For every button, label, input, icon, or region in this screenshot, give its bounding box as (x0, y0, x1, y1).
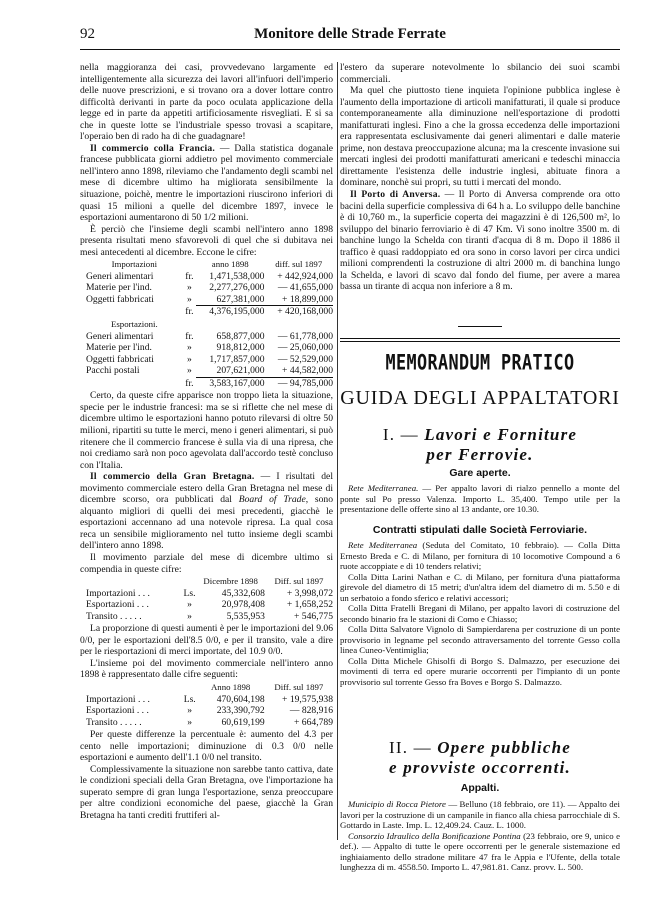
row-diff: + 19,575,938 (282, 693, 333, 705)
paragraph: L'insieme poi del movimento commerciale nell'intero anno 1898 è rappresentato dalle cifre seguenti: (80, 657, 333, 681)
total-unit: fr. (185, 377, 194, 389)
column-header: Esportazioni. (111, 319, 158, 330)
divider-line (340, 338, 620, 339)
item-source: Rete Mediterranea. (348, 483, 419, 493)
row-unit: » (186, 365, 192, 377)
column-header: diff. sul 1897 (275, 259, 323, 270)
divider-line (340, 341, 620, 342)
row-unit: fr. (185, 330, 194, 342)
total-unit: fr. (185, 306, 194, 318)
table-row (86, 588, 333, 600)
row-unit: Ls. (183, 587, 196, 599)
item-source: Rete Mediterranea (348, 540, 418, 550)
article-heading: Il Porto di Anversa. (350, 189, 441, 201)
row-diff: + 664,789 (294, 716, 333, 728)
table-row (86, 694, 333, 706)
total-value: 3,583,167,000 (196, 377, 264, 389)
item-source: Municipio di Rocca Pietore (348, 799, 446, 809)
row-unit: » (187, 705, 193, 717)
row-diff: + 18,899,000 (282, 293, 333, 305)
table-row (86, 599, 333, 611)
row-diff: — 41,655,000 (277, 282, 333, 294)
item-text: Colla Ditta Larini Nathan e C. di Milano, per fornitura d'una piattaforma girevole del diametro di 15 metri; d'un'altra idem del diametro di m. 5.50 e di un serbatoio a fondo sferico e relativi accessori; (340, 571, 620, 603)
paragraph: È perciò che l'insieme degli scambi nell'intero anno 1898 presenta risultati meno sfavorevoli di quel che si dubitava nei mesi antecedenti al dicembre. Eccone le cifre: (80, 223, 333, 258)
row-label: Esportazioni . . . (86, 599, 149, 611)
memorandum-title: MEMORANDUM PRATICO (385, 349, 575, 375)
column-divider (337, 62, 338, 840)
column-header: Diff. sul 1897 (274, 576, 324, 587)
contratti-text (340, 540, 620, 687)
paragraph: Il movimento parziale del mese di dicembre ultimo si compendia in queste cifre: (80, 551, 333, 575)
row-unit: » (186, 342, 192, 354)
row-label: Importazioni . . . (86, 693, 150, 705)
row-value: 627,381,000 (216, 293, 265, 305)
row-value: 918,812,000 (216, 342, 265, 354)
journal-title: Monitore delle Strade Ferrate (254, 26, 446, 42)
guida-title: GUIDA DEGLI APPALTATORI (340, 387, 620, 409)
row-label: Transito . . . . . (86, 610, 142, 622)
article-text: — Dalla statistica doganale francese pubblicata giorni addietro pel movimento commerciale nell'intero anno 1898, rileviamo che l'andamento degli scambi nel mese di dicembre ultimo ha migliorata sensibilmente la situazione, poichè, mentre le importazioni riuscirono inferiori di quasi 15 milioni a quelle del dicembre 1897, invece le esportazioni aumentarono di 50 1/2 milioni. (80, 142, 333, 224)
article-heading: Il commercio della Gran Bretagna. (90, 471, 255, 483)
item-source: Consorzio Idraulico della Bonificazione Pontina (348, 830, 521, 841)
item-text: — Per appalto lavori di rialzo pennello a monte del ponte sul Po presso Valenza. Importo L. 35,400. Tempo utile per la presentazione delle offerte sino al 13 andante, ore 10.30. (340, 483, 620, 514)
contratti-heading: Contratti stipulati dalle Società Ferroviarie. (372, 524, 588, 536)
total-value: 4,376,195,000 (196, 306, 264, 318)
row-value: 207,621,000 (216, 365, 265, 377)
table-row (86, 365, 333, 377)
article-text: , sono alquanto migliori di quelli dei mesi precedenti, giacchè le esportazioni accennano ad una notevole ripresa. La qual cosa reca un sensibile miglioramento nel tutto insieme degli scambi dell'intero anno 1898. (80, 494, 333, 552)
row-unit: » (186, 282, 192, 294)
row-unit: fr. (185, 270, 194, 282)
table-row (86, 294, 333, 306)
left-column (80, 62, 333, 822)
row-unit: » (186, 353, 192, 365)
article-anversa (340, 189, 620, 293)
table-row (86, 331, 333, 343)
item-text: (Seduta del Comitato, 10 febbraio). — Colla Ditta Ernesto Breda e C. di Milano, per fornitura di 10 locomotive Compound a 6 ruote accoppiate e di 10 tenders relativi; (340, 540, 620, 571)
row-value: 1,471,538,000 (209, 270, 265, 282)
appalti-heading: Appalti. (460, 782, 500, 794)
item-text: Colla Ditta Salvatore Vignolo di Sampierdarena per costruzione di un ponte provvisorio in legname pel secondo attraversamento del torrente Gesso colla linea Cuneo-Ventimiglia; (340, 624, 620, 655)
row-label: Oggetti fabbricati (86, 353, 154, 365)
paragraph: Certo, da queste cifre apparisce non troppo lieta la situazione, specie per le industrie francesi: ma se si riflette che nel mese di dicembre ultimo le esportazioni hanno potuto rilevarsi di oltre 50 milioni, ripartiti su tutte le merci, meno i generi alimentari, si può ritenere che il commercio francese è sulla via di una ripresa, che noi crediamo sarà non poco agevolata dall'accordo testè concluso con l'Italia. (80, 390, 333, 471)
row-value: 45,332,608 (221, 587, 265, 599)
section-title: per Ferrovie. (426, 445, 534, 464)
paragraph: Ma quel che piuttosto tiene inquieta l'opinione pubblica inglese è l'aumento della importazione di articoli manifatturati, il quale si produce contemporaneamente alla diminuzione nell'esportazione di prodotti manifatturati inglesi. Fino a che la grossa eccedenza delle importazioni era rappresentata esclusivamente dai generi alimentari e dalle materie prime, non destava preoccupazione alcuna; ma la crescente invasione sui mercati inglesi dei prodotti manifatturati americani e tedeschi minaccia direttamente l'esistenza delle industrie inglesi, abituate finora a dominare, nonchè sui propri, su tutti i mercati del mondo. (340, 85, 620, 189)
row-diff: — 25,060,000 (277, 342, 333, 354)
row-value: 658,877,000 (216, 330, 265, 342)
row-value: 2,277,276,000 (209, 282, 265, 294)
column-header: Dicembre 1898 (203, 576, 258, 587)
row-unit: » (187, 716, 193, 728)
row-label: Pacchi postali (86, 365, 140, 377)
row-diff: — 61,778,000 (277, 330, 333, 342)
row-diff: + 44,582,000 (282, 365, 333, 377)
paragraph: La proporzione di questi aumenti è per le importazioni del 9.06 0/0, per le esportazioni dell'8.5 0/0, e per il transito, vale a dire per le riesportazioni di merci importate, del 10.9 0/0. (80, 623, 333, 658)
gare-heading: Gare aperte. (449, 467, 511, 479)
row-label: Generi alimentari (86, 270, 154, 282)
appalti-text (340, 799, 620, 873)
page-number: 92 (80, 26, 95, 42)
paragraph: nella maggioranza dei casi, provvedevano largamente ed intelligentemente alla sicurezza dei lavori all'infuori dell'imperio delle nuove prescrizioni, e si trovano ora a dover lottare contro difficoltà derivanti in parte da poco oculata applicazione della legge ed in parte da appetiti artificiosamente risvegliati. E si sa che in queste lotte se l'industriale spesso trovasi a scapitare, l'operaio ben di rado ha di che guadagnare! (80, 62, 333, 143)
column-header: Importazioni (111, 259, 158, 270)
row-unit: » (186, 294, 192, 306)
article-heading: Il commercio colla Francia. (90, 142, 216, 154)
column-header: Diff. sul 1897 (274, 681, 324, 692)
gare-text (340, 483, 620, 515)
december-table (86, 576, 333, 622)
item-text: (23 febbraio, ore 9, unico e def.). — Appalto di tutte le opere occorrenti per le generale sistemazione ed inghiaiamento dello stradone militare 47 fra le Appia e l'Ufente, della totale lunghezza di m. 4558.50. Importo L. 47,981.81. Canz. provv. L. 500. (340, 830, 620, 872)
section-title: Opere pubbliche (437, 738, 571, 757)
row-diff: + 442,924,000 (277, 270, 333, 282)
table-row (86, 354, 333, 366)
page-header (80, 16, 620, 50)
article-france (80, 143, 333, 224)
right-column-top (340, 62, 620, 293)
total-diff: + 420,168,000 (264, 306, 333, 318)
row-value: 1,717,857,000 (209, 353, 265, 365)
column-header: Anno 1898 (210, 681, 251, 692)
table-row (86, 717, 333, 729)
paragraph: Complessivamente la situazione non sarebbe tanto cattiva, date le condizioni speciali della Gran Bretagna, ove l'importazione ha superato sempre di gran lunga l'esportazione, senza preoccupare per altre condizioni economiche del paese, giacchè la Gran Bretagna ha tanti crediti fruttiferi al- (80, 763, 333, 821)
row-diff: + 1,658,252 (286, 599, 333, 611)
table-row (86, 611, 333, 623)
row-label: Esportazioni . . . (86, 705, 149, 717)
item-text: Colla Ditta Michele Ghisolfi di Borgo S. Dalmazzo, per esecuzione dei movimenti di terra ed opere murarie occorrenti per l'impianto di un ponte provvisorio sul torrente Gesso fra Boves e Borgo S. Dalmazzo. (340, 655, 620, 687)
year-table (86, 682, 333, 728)
row-label: Materie per l'ind. (86, 342, 152, 354)
total-diff: — 94,785,000 (265, 377, 333, 389)
column-header: anno 1898 (211, 259, 249, 270)
article-text: — Il Porto di Anversa comprende ora otto bacini della superficie complessiva di 64 h a. Lo sviluppo delle banchine è di 10,760 m., la superficie coperta dei magazzini è di 126,500 m², lo sviluppo del binario ferroviario è di 47 Km. Vi sono inoltre 3500 m. di banchine lungo la Schelda con tiranti d'acqua di 8 m. Dopo il 1886 il traffico è quasi raddoppiato ed ora sono in corso lavori per circa undici milioni comprendenti la costruzione di altri 2000 m. di banchina lungo la Schelda, e lavori di scavo dal fondo del fiume, per avere a marea bassa un tirante di acqua non inferiore a 8 m. (340, 189, 620, 293)
row-diff: + 3,998,072 (286, 587, 333, 599)
row-label: Materie per l'ind. (86, 282, 152, 294)
section-title: e provviste occorrenti. (389, 758, 571, 777)
table-total-row (86, 306, 333, 318)
item-text: Colla Ditta Fratelli Bregani di Milano, per appalto lavori di costruzione del secondo binario fra le stazioni di Como e Chiasso; (340, 603, 620, 624)
section-rule (458, 326, 502, 327)
table-row (86, 271, 333, 283)
board-of-trade: Board of Trade (238, 494, 306, 506)
row-value: 20,978,408 (221, 599, 265, 611)
exports-table (86, 319, 333, 389)
section-lavori-title (340, 425, 620, 465)
paragraph: Per queste differenze la percentuale è: aumento del 4.3 per cento nelle importazioni; diminuzione di 0.3 0/0 nelle esportazioni e aumento dell'1.1 0/0 nel transito. (80, 729, 333, 764)
row-diff: — 828,916 (289, 705, 333, 717)
row-value: 233,390,792 (216, 705, 265, 717)
row-label: Transito . . . . . (86, 716, 142, 728)
row-value: 470,604,198 (216, 693, 265, 705)
section-number: I. — (382, 425, 419, 444)
table-total-row (86, 377, 333, 389)
row-unit: » (187, 610, 192, 622)
imports-table (86, 259, 333, 318)
row-label: Importazioni . . . (86, 587, 150, 599)
table-row (86, 282, 333, 294)
row-value: 5,535,953 (226, 610, 265, 622)
article-text: — I risultati del movimento commerciale estero della Gran Bretagna nel mese di dicembre scorso, ora pubblicati dal (80, 471, 333, 506)
table-row (86, 705, 333, 717)
section-opere-title (340, 738, 620, 778)
row-diff: + 546,775 (294, 610, 333, 622)
section-title: Lavori e Forniture (424, 425, 578, 444)
article-great-britain (80, 471, 333, 552)
row-diff: — 52,529,000 (277, 353, 333, 365)
row-value: 60,619,199 (221, 716, 265, 728)
paragraph: l'estero da superare notevolmente lo sbilancio dei suoi scambi commerciali. (340, 62, 620, 85)
row-label: Generi alimentari (86, 330, 154, 342)
row-unit: Ls. (183, 693, 196, 705)
section-number: II. — (389, 738, 432, 757)
row-label: Oggetti fabbricati (86, 294, 154, 306)
item-text: — Belluno (18 febbraio, ore 11). — Appalto dei lavori per la costruzione di un campanile in fianco alla chiesa parrocchiale di S. Gottardo in Laste. Imp. L. 12,409.24. Cauz. L. 1000. (340, 799, 620, 830)
table-row (86, 342, 333, 354)
row-unit: » (187, 599, 192, 611)
